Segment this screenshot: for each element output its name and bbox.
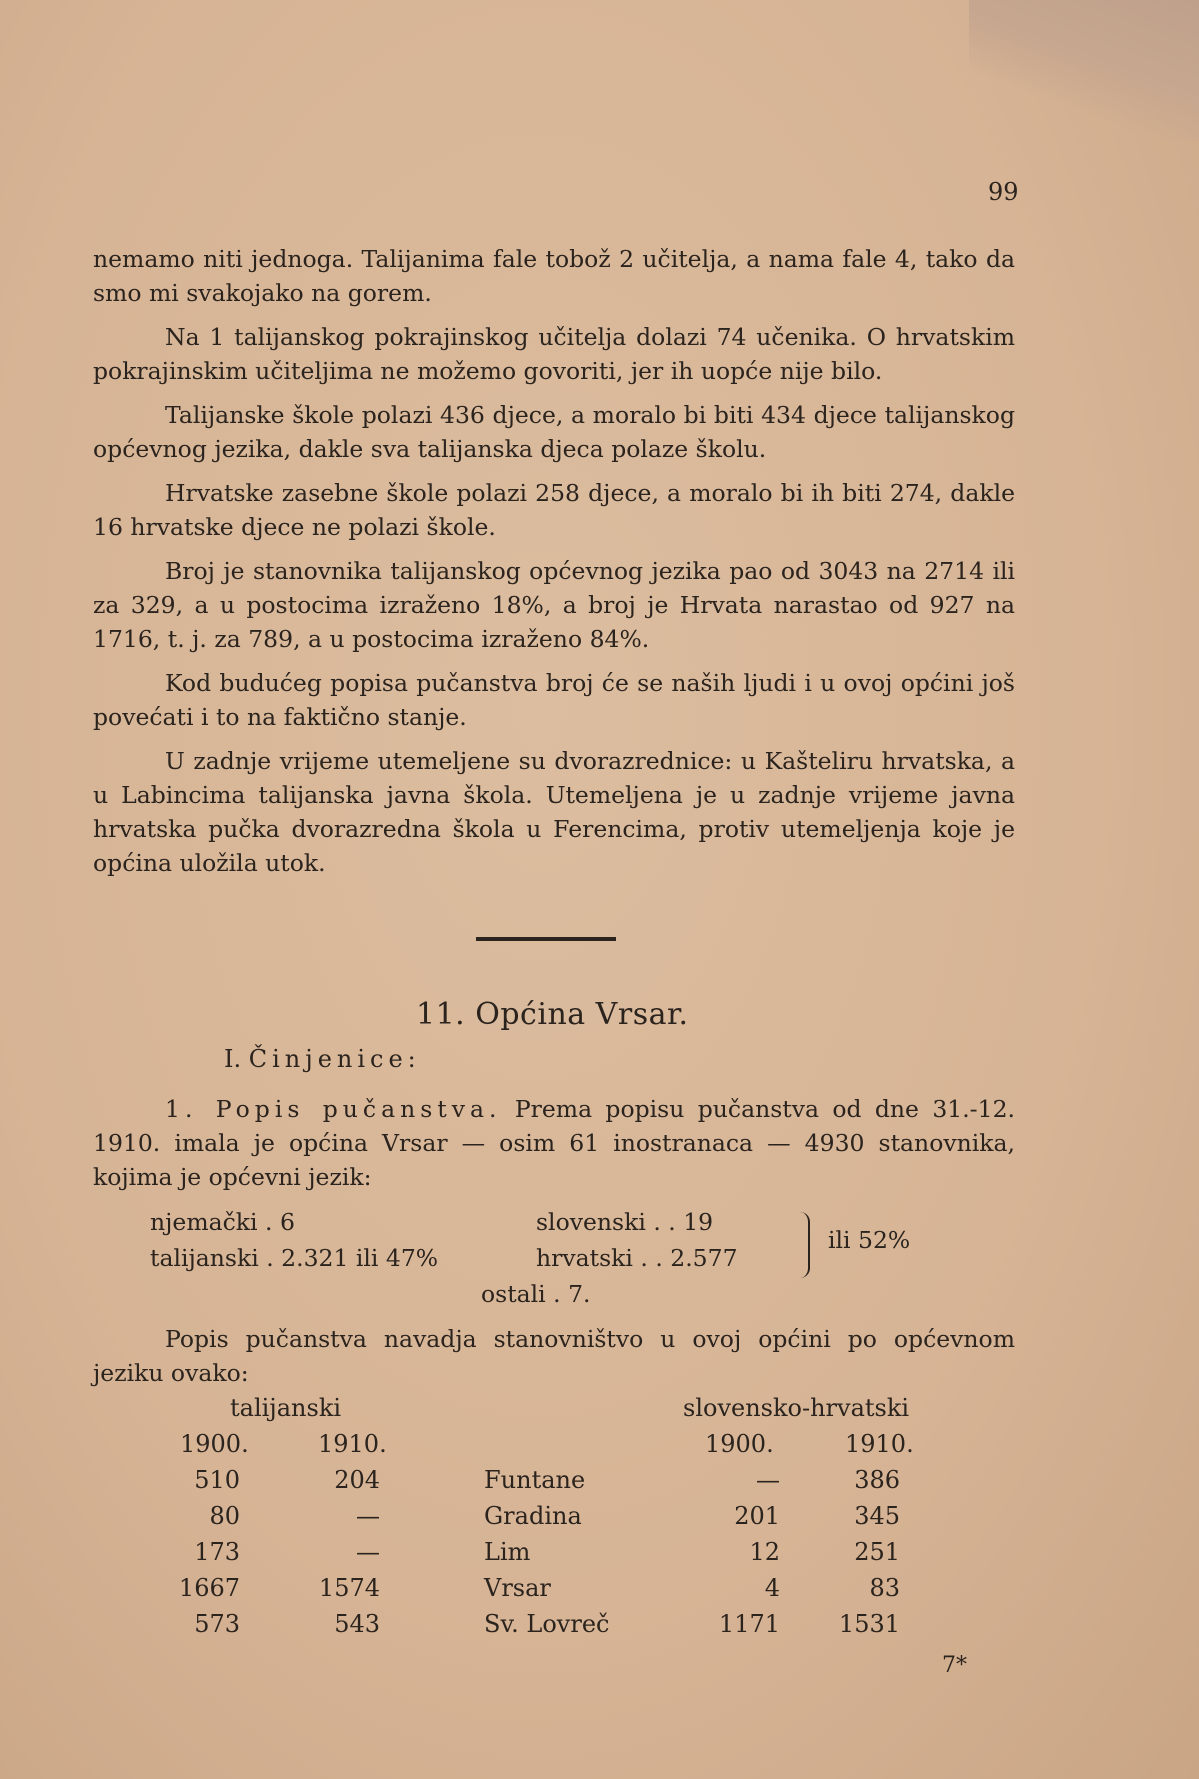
it-1900-cell: 573: [194, 1610, 240, 1638]
it-1910-cell: 1574: [318, 1574, 380, 1602]
paragraph-6: Kod budućeg popisa pučanstva broj će se naših ljudi i u ovoj općini još povećati i to na faktično stanje.: [93, 669, 1015, 731]
sh-1900-cell: 12: [749, 1538, 780, 1566]
sh-1900-cell: 4: [764, 1574, 780, 1602]
lang-njemacki: njemački . 6: [150, 1208, 295, 1236]
page-corner-shadow: [969, 0, 1199, 140]
paragraph-7: U zadnje vrijeme utemeljene su dvorazrednice: u Kašteliru hrvatska, a u Labincima talijanska javna škola. Utemeljena je u zadnje vrijeme javna hrvatska pučka dvorazredna škola u Ferencima, protiv utemeljenja koje je općina uložila utok.: [93, 747, 1015, 877]
it-1900-cell: 80: [209, 1502, 240, 1530]
paragraph-1: nemamo niti jednoga. Talijanima fale tobož 2 učitelja, a nama fale 4, tako da smo mi svakojako na gorem.: [93, 245, 1015, 307]
census-label: 1. Popis pučanstva.: [165, 1095, 502, 1123]
place-cell: Funtane: [484, 1466, 586, 1494]
place-cell: Sv. Lovreč: [484, 1610, 610, 1638]
paragraph-4: Hrvatske zasebne škole polazi 258 djece, a moralo bi ih biti 274, dakle 16 hrvatske djece ne polazi škole.: [93, 479, 1015, 541]
table-group-right: slovensko-hrvatski: [683, 1394, 910, 1422]
it-1910-cell: —: [356, 1538, 380, 1566]
signature-mark: 7*: [942, 1653, 967, 1678]
place-cell: Gradina: [484, 1502, 582, 1530]
paragraph-5: Broj je stanovnika talijanskog općevnog jezika pao od 3043 na 2714 ili za 329, a u postocima izraženo 18%, a broj je Hrvata narastao od 927 na 1716, t. j. za 789, a u postocima izraženo 84%.: [93, 557, 1015, 653]
it-1900-cell: 510: [194, 1466, 240, 1494]
section-title: 11. Općina Vrsar.: [416, 997, 689, 1032]
sh-1910-cell: 1531: [838, 1610, 900, 1638]
it-1900-cell: 173: [194, 1538, 240, 1566]
sh-1900-cell: 1171: [718, 1610, 780, 1638]
it-1900-cell: 1667: [178, 1574, 240, 1602]
subsection-prefix: I.: [224, 1045, 242, 1073]
sh-1910-cell: 251: [854, 1538, 900, 1566]
page-number: 99: [988, 178, 1019, 206]
it-1910-cell: —: [356, 1502, 380, 1530]
place-cell: Vrsar: [484, 1574, 551, 1602]
paragraph-2: Na 1 talijanskog pokrajinskog učitelja dolazi 74 učenika. O hrvatskim pokrajinskim učiteljima ne možemo govoriti, jer ih uopće nije bilo.: [93, 323, 1015, 385]
table-group-left: talijanski: [230, 1394, 342, 1422]
section-divider: [476, 937, 616, 941]
year-it-1900: 1900.: [180, 1430, 249, 1458]
subsection-heading: [224, 1045, 416, 1073]
census-paragraph-2: Popis pučanstva navadja stanovništvo u ovoj općini po općevnom jeziku ovako:: [93, 1325, 1015, 1387]
brace: [798, 1212, 810, 1278]
sh-1900-cell: 201: [734, 1502, 780, 1530]
sh-1910-cell: 83: [869, 1574, 900, 1602]
sh-1910-cell: 386: [854, 1466, 900, 1494]
lang-combined: ili 52%: [828, 1226, 911, 1254]
place-cell: Lim: [484, 1538, 531, 1566]
year-sh-1910: 1910.: [845, 1430, 914, 1458]
it-1910-cell: 543: [334, 1610, 380, 1638]
lang-slovenski: slovenski . . 19: [536, 1208, 714, 1236]
sh-1900-cell: —: [756, 1466, 780, 1494]
year-it-1910: 1910.: [318, 1430, 387, 1458]
lang-ostali: ostali . 7.: [481, 1280, 591, 1308]
subsection-word: Činjenice: [248, 1045, 408, 1073]
year-sh-1900: 1900.: [705, 1430, 774, 1458]
census-paragraph: [93, 1092, 1015, 1194]
paragraph-3: Talijanske škole polazi 436 djece, a moralo bi biti 434 djece talijanskog općevnog jezika, dakle sva talijanska djeca polaze školu.: [93, 401, 1015, 463]
lang-talijanski: talijanski . 2.321 ili 47%: [150, 1244, 439, 1272]
it-1910-cell: 204: [334, 1466, 380, 1494]
sh-1910-cell: 345: [854, 1502, 900, 1530]
census-text: Prema popisu pučanstva od dne 31.-12. 1910. imala je općina Vrsar — osim 61 inostranaca — 4930 stanovnika, kojima je općevni jezik:: [93, 1095, 1015, 1191]
subsection-colon: :: [407, 1045, 416, 1073]
lang-hrvatski: hrvatski . . 2.577: [536, 1244, 738, 1272]
